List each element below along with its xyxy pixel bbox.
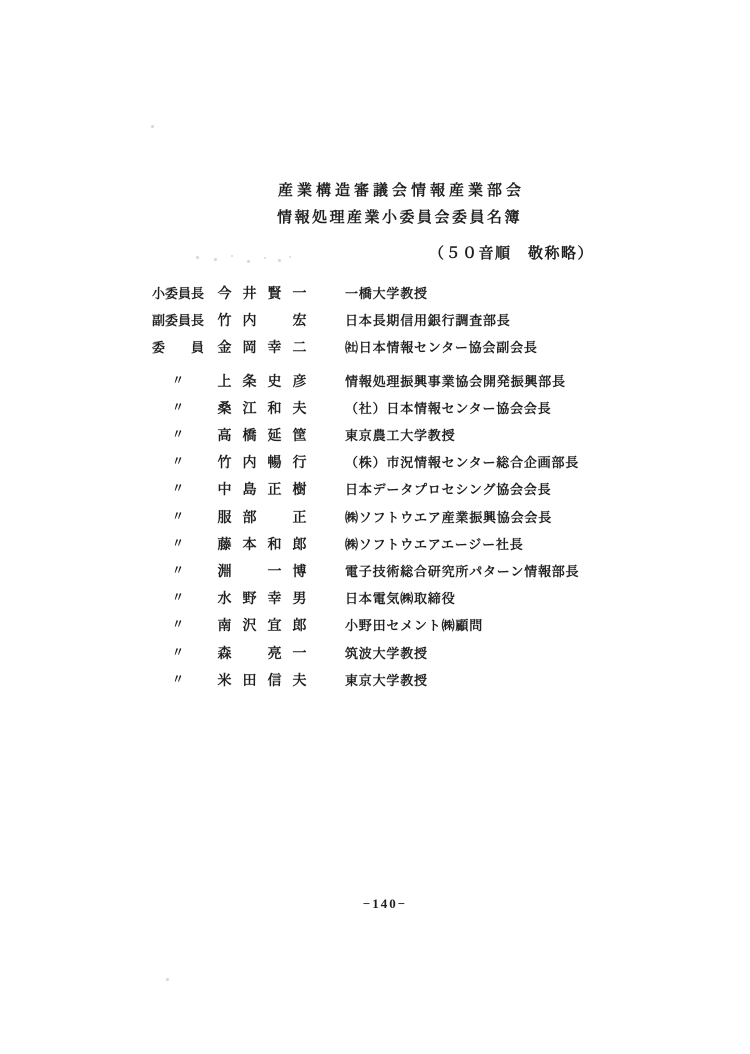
name-char: 郎 — [292, 619, 307, 635]
name-char: 江 — [242, 401, 257, 417]
name-char: 竹 — [217, 456, 232, 472]
role-label: 〃 — [171, 508, 184, 523]
name-char: 淵 — [217, 565, 232, 580]
role-label: 〃 — [171, 481, 184, 496]
affiliation-label: 日本データプロセシング協会会長 — [345, 482, 552, 498]
name-char: 暢 — [267, 456, 282, 472]
member-name — [217, 534, 307, 554]
name-char: 正 — [267, 483, 282, 499]
name-char: 岡 — [242, 341, 257, 357]
name-char: 筐 — [292, 429, 307, 444]
name-char: 森 — [217, 646, 232, 662]
member-row — [0, 283, 750, 305]
name-char: 一 — [267, 565, 282, 580]
affiliation-label: 筑波大学教授 — [345, 645, 428, 661]
member-name — [217, 371, 307, 391]
name-char: 金 — [217, 341, 232, 357]
name-char: 水 — [217, 592, 232, 608]
name-char: 沢 — [242, 619, 257, 635]
name-char: 一 — [292, 646, 307, 662]
name-char: 夫 — [292, 401, 307, 417]
scan-speckle — [278, 259, 281, 262]
name-char: 本 — [242, 537, 257, 553]
affiliation-label: ㈱ソフトウエアエージー社長 — [345, 536, 524, 552]
sort-order-note: （５０音順 敬称略） — [429, 246, 595, 262]
role-label: 〃 — [171, 644, 184, 659]
role-label: 小委員長 — [152, 286, 205, 301]
document-title-line1: 産業構造審議会情報産業部会 — [278, 183, 526, 199]
role-label: 〃 — [171, 671, 184, 686]
member-name — [217, 615, 307, 635]
name-char: 島 — [242, 483, 257, 499]
affiliation-label: （社）日本情報センター協会会長 — [345, 400, 552, 416]
name-char: 正 — [292, 510, 307, 526]
member-row — [0, 615, 750, 637]
scan-speckle — [289, 256, 291, 258]
affiliation-label: ㈱ソフトウエア産業振興協会会長 — [345, 509, 553, 525]
member-row — [0, 452, 750, 474]
role-label: 〃 — [171, 427, 184, 441]
name-char: 井 — [242, 287, 257, 302]
affiliation-label: 情報処理振興事業協会開発振興部長 — [345, 373, 566, 389]
name-char: 延 — [267, 429, 282, 444]
affiliation-label: ㈳日本情報センター協会副会長 — [345, 340, 538, 356]
scan-speckle — [214, 258, 217, 261]
role-label: 〃 — [171, 563, 184, 577]
name-char — [267, 310, 282, 330]
name-char: 中 — [217, 483, 232, 499]
name-char: 郎 — [292, 537, 307, 553]
member-name — [217, 452, 307, 472]
name-char: 和 — [267, 401, 282, 417]
member-name — [217, 507, 307, 527]
member-name — [217, 561, 307, 581]
role-label: 〃 — [171, 535, 184, 550]
member-row — [0, 371, 750, 393]
name-char: 和 — [267, 537, 282, 553]
name-char: 幸 — [267, 592, 282, 608]
role-label: 〃 — [171, 617, 184, 632]
name-char: 藤 — [217, 537, 232, 553]
member-name — [217, 337, 307, 357]
name-char: 条 — [242, 374, 257, 390]
affiliation-label: 日本電気㈱取締役 — [345, 591, 456, 607]
affiliation-label: 小野田セメント㈱顧問 — [345, 618, 484, 634]
name-char: 桑 — [217, 401, 232, 417]
name-char: 亮 — [267, 646, 282, 662]
member-row — [0, 643, 750, 665]
affiliation-label: 電子技術総合研究所パターン情報部長 — [345, 564, 580, 579]
name-char: 内 — [242, 456, 257, 472]
role-label: 〃 — [171, 590, 184, 605]
name-char: 二 — [292, 341, 307, 357]
name-char: 橋 — [242, 429, 257, 444]
name-char: 史 — [267, 374, 282, 390]
member-name — [217, 283, 307, 303]
member-name — [217, 643, 307, 663]
scan-speckle — [231, 255, 233, 257]
page-number: −140− — [362, 896, 408, 911]
name-char: 宜 — [267, 619, 282, 635]
member-name — [217, 425, 307, 445]
name-char: 幸 — [267, 341, 282, 357]
role-label: 〃 — [171, 399, 184, 414]
role-label: 副委員長 — [152, 313, 205, 329]
member-row — [0, 588, 750, 610]
scan-speckle — [151, 125, 154, 128]
role-label: 〃 — [171, 372, 184, 387]
scan-speckle — [196, 256, 199, 259]
name-char — [242, 643, 257, 663]
name-char: 賢 — [267, 287, 282, 302]
role-label: 委 員 — [152, 340, 205, 356]
member-name — [217, 310, 307, 330]
member-name — [217, 588, 307, 608]
name-char — [242, 561, 257, 581]
name-char: 信 — [267, 673, 282, 689]
name-char: 部 — [242, 510, 257, 526]
member-row — [0, 534, 750, 556]
name-char: 男 — [292, 592, 307, 608]
name-char: 上 — [217, 374, 232, 390]
name-char: 竹 — [217, 314, 232, 330]
member-name — [217, 670, 307, 690]
member-row — [0, 670, 750, 692]
member-row — [0, 337, 750, 359]
member-name — [217, 398, 307, 418]
member-row — [0, 479, 750, 501]
affiliation-label: （株）市況情報センター総合企画部長 — [345, 455, 580, 471]
document-title-line2: 情報処理産業小委員会委員名簿 — [277, 210, 523, 226]
name-char: 服 — [217, 510, 232, 526]
role-label: 〃 — [171, 454, 184, 469]
name-char: 田 — [242, 673, 257, 689]
name-char: 南 — [217, 619, 232, 635]
name-char: 博 — [292, 565, 307, 580]
member-name — [217, 479, 307, 499]
name-char: 樹 — [292, 483, 307, 499]
member-row — [0, 425, 750, 447]
name-char: 内 — [242, 314, 257, 330]
name-char: 一 — [292, 287, 307, 302]
name-char: 彦 — [292, 374, 307, 390]
name-char: 夫 — [292, 673, 307, 689]
member-row — [0, 507, 750, 529]
member-row — [0, 561, 750, 583]
name-char: 野 — [242, 592, 257, 608]
scan-speckle — [264, 257, 266, 259]
scan-speckle — [166, 978, 169, 981]
member-row — [0, 310, 750, 332]
name-char — [267, 507, 282, 527]
name-char: 今 — [217, 287, 232, 302]
member-row — [0, 398, 750, 420]
name-char: 宏 — [292, 314, 307, 330]
affiliation-label: 東京大学教授 — [345, 672, 428, 688]
affiliation-label: 日本長期信用銀行調査部長 — [345, 313, 511, 329]
name-char: 行 — [292, 456, 307, 472]
name-char: 米 — [217, 673, 232, 689]
affiliation-label: 一橋大学教授 — [345, 286, 428, 301]
affiliation-label: 東京農工大学教授 — [345, 428, 456, 443]
name-char: 高 — [217, 429, 232, 444]
scan-speckle — [247, 260, 250, 263]
